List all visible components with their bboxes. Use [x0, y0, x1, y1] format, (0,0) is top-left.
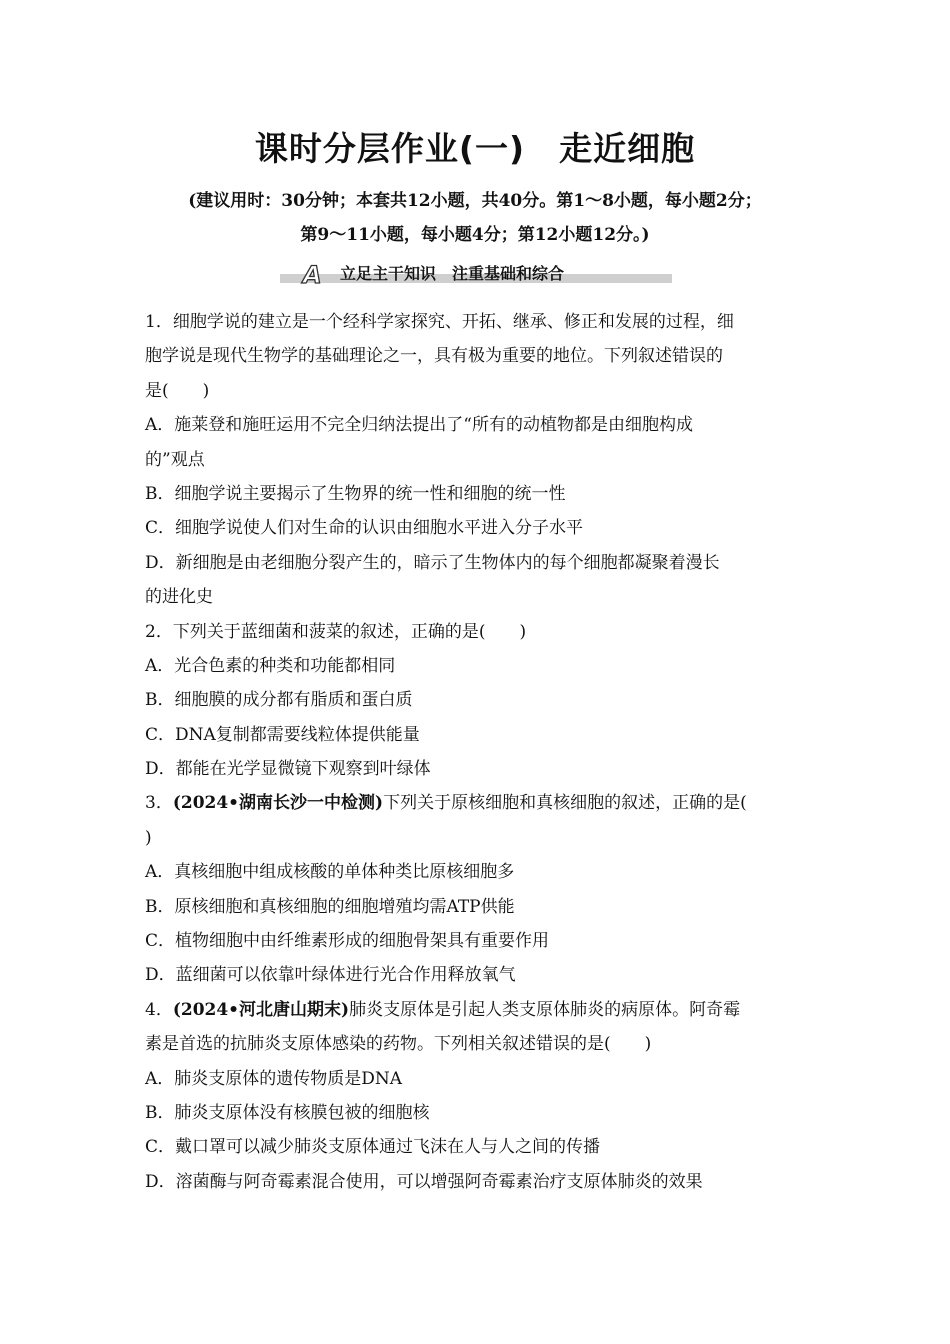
- q2-option-a: A．光合色素的种类和功能都相同: [145, 655, 396, 676]
- q1-stem-line: 胞学说是现代生物学的基础理论之一，具有极为重要的地位。下列叙述错误的: [145, 346, 723, 367]
- q1-option-b: B．细胞学说主要揭示了生物界的统一性和细胞的统一性: [145, 483, 566, 504]
- q4-option-a: A．肺炎支原体的遗传物质是DNA: [145, 1068, 403, 1089]
- q1-stem-line: 1．细胞学说的建立是一个经科学家探究、开拓、继承、修正和发展的过程，细: [145, 312, 734, 332]
- time-info-line-1: (建议用时：30分钟；本套共12小题，共40分。第1～8小题，每小题2分；: [188, 191, 762, 211]
- q4-stem-text: 肺炎支原体是引起人类支原体肺炎的病原体。阿奇霉: [349, 999, 741, 1020]
- section-label: 立足主干知识 注重基础和综合: [340, 264, 565, 283]
- q3-option-a: A．真核细胞中组成核酸的单体种类比原核细胞多: [145, 862, 515, 883]
- q1-stem-line: 是( ): [145, 380, 210, 401]
- q2-option-b: B．细胞膜的成分都有脂质和蛋白质: [145, 690, 413, 711]
- q3-source: (2024•湖南长沙一中检测): [172, 793, 384, 814]
- q4-option-d: D．溶菌酶与阿奇霉素混合使用，可以增强阿奇霉素治疗支原体肺炎的效果: [145, 1171, 703, 1192]
- page-title: 课时分层作业(一) 走近细胞: [254, 129, 696, 168]
- section-banner: [280, 262, 672, 288]
- q4-stem-line-2: 素是首选的抗肺炎支原体感染的药物。下列相关叙述错误的是( ): [145, 1034, 652, 1055]
- q1-option-c: C．细胞学说使人们对生命的认识由细胞水平进入分子水平: [145, 518, 584, 539]
- q4-option-b: B．肺炎支原体没有核膜包被的细胞核: [145, 1102, 430, 1123]
- q4-option-c: C．戴口罩可以减少肺炎支原体通过飞沫在人与人之间的传播: [145, 1137, 601, 1158]
- q2-stem-line: 2．下列关于蓝细菌和菠菜的叙述，正确的是( ): [145, 621, 527, 642]
- q1-option-d: D．新细胞是由老细胞分裂产生的，暗示了生物体内的每个细胞都凝聚着漫长: [145, 552, 720, 573]
- q1-option-a-cont: 的”观点: [145, 449, 205, 470]
- q4-stem-line: [145, 993, 810, 1027]
- q4-source: (2024•河北唐山期末): [172, 999, 350, 1020]
- q1-option-a: A．施莱登和施旺运用不完全归纳法提出了“所有的动植物都是由细胞构成: [145, 415, 693, 436]
- q2-option-d: D．都能在光学显微镜下观察到叶绿体: [145, 759, 431, 780]
- q2-option-c: C．DNA复制都需要线粒体提供能量: [145, 724, 420, 745]
- q3-option-c: C．植物细胞中由纤维素形成的细胞骨架具有重要作用: [145, 931, 550, 952]
- q3-stem-line: [145, 786, 810, 820]
- q4-number: 4．: [145, 999, 173, 1020]
- q3-option-b: B．原核细胞和真核细胞的细胞增殖均需ATP供能: [145, 896, 515, 917]
- question-list: [145, 305, 810, 1199]
- section-letter-badge: A: [303, 261, 322, 289]
- q3-stem-text: 下列关于原核细胞和真核细胞的叙述，正确的是(: [383, 793, 747, 814]
- q3-number: 3．: [145, 793, 173, 814]
- q3-option-d: D．蓝细菌可以依靠叶绿体进行光合作用释放氧气: [145, 965, 516, 986]
- time-info-line-2: 第9～11小题，每小题4分；第12小题12分。): [300, 225, 650, 245]
- q3-stem-line-2: ): [145, 827, 152, 848]
- q1-option-d-cont: 的进化史: [145, 587, 213, 608]
